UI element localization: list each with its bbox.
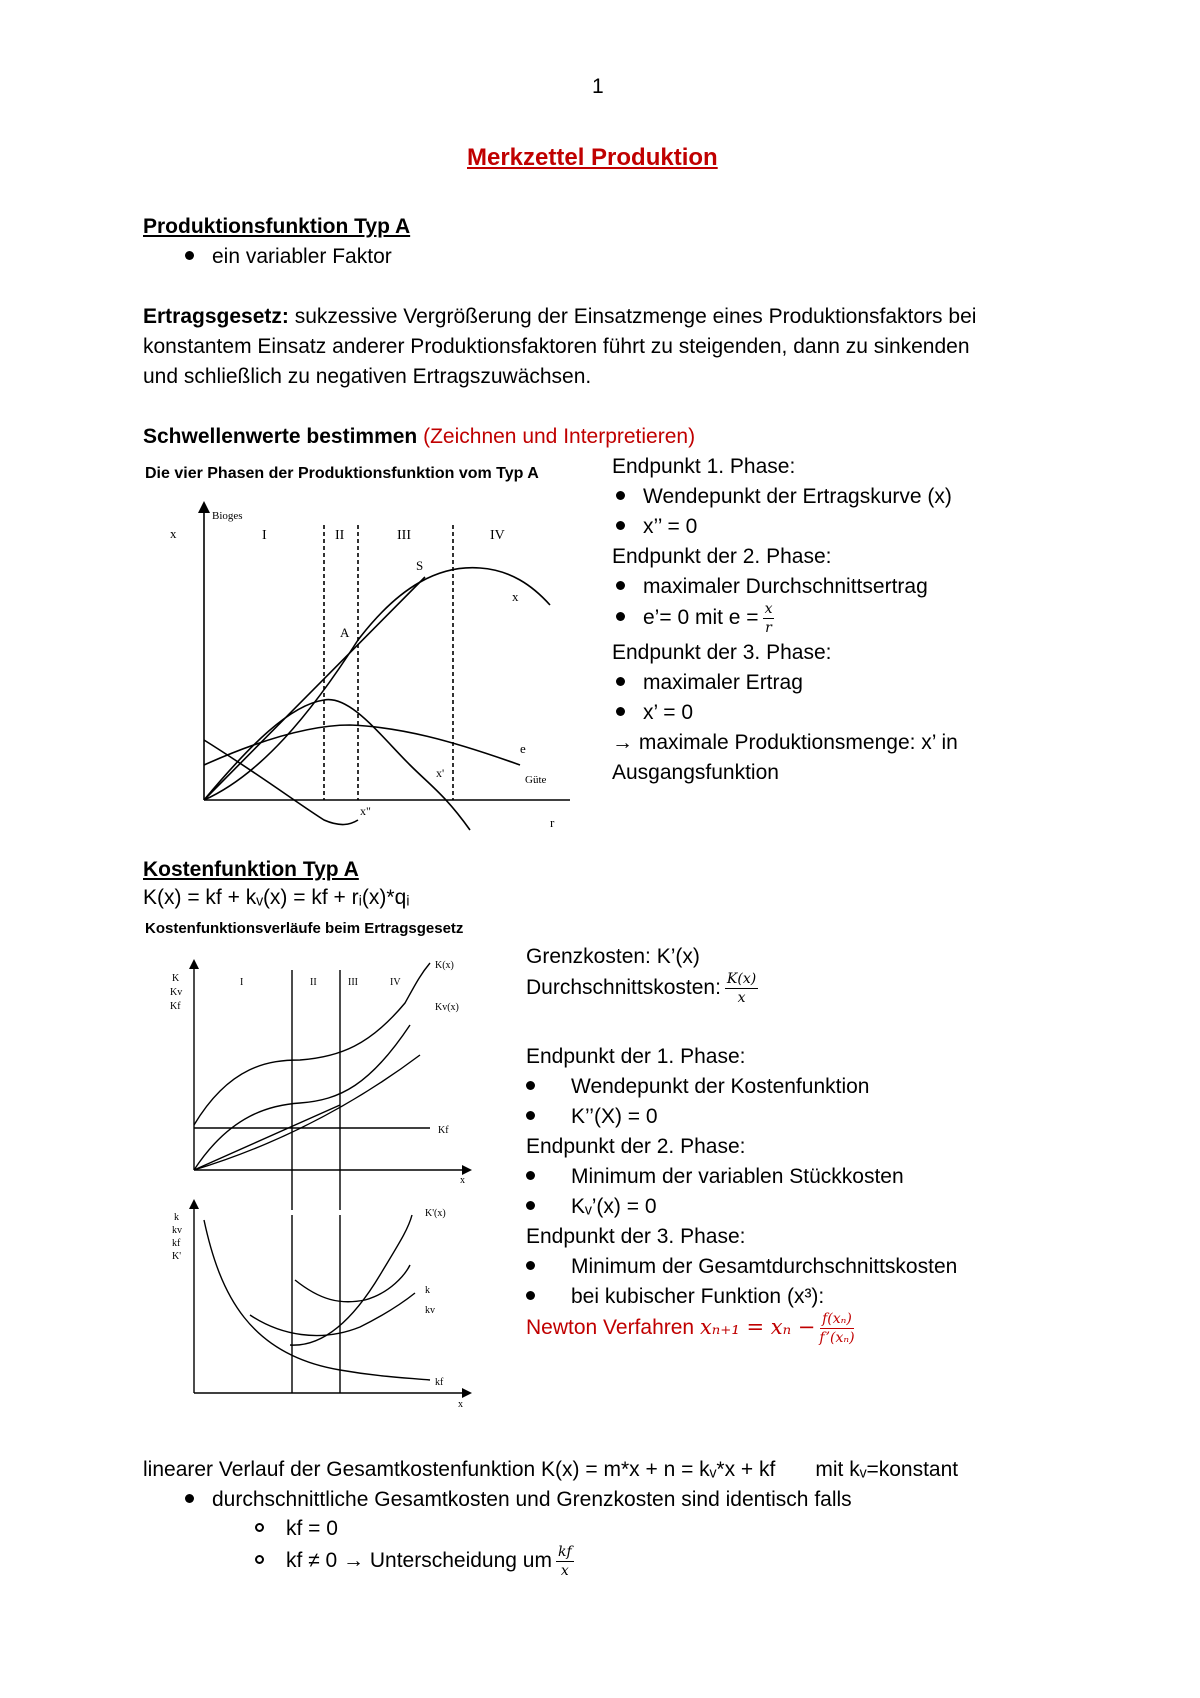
fig2-phase3: III bbox=[348, 977, 358, 988]
figure1-xdd-label: x" bbox=[360, 804, 371, 818]
fig2-b-kx: K'(x) bbox=[425, 1208, 446, 1219]
k-phase3-bullet2 bbox=[526, 1282, 957, 1312]
figure1-ri-label: r bbox=[550, 815, 555, 830]
fraction-durch bbox=[725, 972, 758, 1005]
figure1-phase2: II bbox=[335, 528, 345, 543]
ertragsgesetz-label: Ertragsgesetz: bbox=[143, 305, 289, 328]
fig2-y3: Kf bbox=[170, 1001, 181, 1012]
k-phase1-heading: Endpunkt der 1. Phase: bbox=[526, 1045, 746, 1068]
figure1-ylabel: x bbox=[170, 526, 177, 541]
fig2-b-y4: K' bbox=[172, 1251, 182, 1262]
fig2-b-y2: kv bbox=[172, 1225, 182, 1236]
figure2-bottom-y-arrow bbox=[189, 1199, 199, 1209]
figure1-xprime-label: x' bbox=[436, 766, 445, 780]
fig2-phase2: II bbox=[310, 977, 317, 988]
page-number: 1 bbox=[592, 75, 604, 98]
fraction-e bbox=[763, 602, 775, 635]
fig2-y2: Kv bbox=[170, 987, 183, 998]
k-phase1-bullet2 bbox=[526, 1102, 957, 1132]
fig2-x-label: x bbox=[460, 1175, 465, 1186]
phase3-bullet2 bbox=[612, 698, 958, 728]
page-title: Merkzettel Produktion bbox=[467, 144, 718, 171]
ring-bullet-icon bbox=[255, 1523, 264, 1532]
figure1-a-label: A bbox=[340, 625, 350, 640]
curve-kprime bbox=[290, 1215, 412, 1345]
linear-bullet bbox=[185, 1485, 852, 1515]
bullet-text: Kᵥ’(x) = 0 bbox=[571, 1195, 657, 1218]
fig2-kvx-label: Kv(x) bbox=[435, 1002, 459, 1013]
newton-formula bbox=[526, 1312, 957, 1356]
figure2-title: Kostenfunktionsverläufe beim Ertragsgesetz bbox=[145, 920, 464, 937]
ertragsgesetz-line3: und schließlich zu negativen Ertragszuwächsen. bbox=[143, 365, 592, 388]
bullet-text: x’ = 0 bbox=[643, 701, 693, 724]
curve-kvx bbox=[194, 1025, 410, 1170]
phasen-a-block bbox=[612, 452, 958, 788]
figure1-e-label: e bbox=[520, 741, 526, 756]
bullet-icon bbox=[616, 581, 625, 590]
figure-kostenfunktion bbox=[140, 915, 520, 1435]
bullet-icon bbox=[616, 707, 625, 716]
curve-xprime bbox=[204, 700, 470, 830]
phase2-bullet2 bbox=[612, 602, 958, 638]
linear-sub2 bbox=[255, 1545, 574, 1589]
fig2-kf-label: Kf bbox=[438, 1125, 449, 1136]
bullet-text: maximaler Durchschnittsertrag bbox=[643, 575, 928, 598]
fig2-b-kv: kv bbox=[425, 1305, 435, 1316]
fig2-b-y3: kf bbox=[172, 1238, 181, 1249]
fraction-num: kf bbox=[557, 1544, 572, 1560]
fraction-den: r bbox=[765, 620, 772, 636]
figure2-bottom-x-arrow bbox=[462, 1388, 472, 1398]
linear-sub1 bbox=[255, 1514, 338, 1544]
ertragsgesetz-line1: sukzessive Vergrößerung der Einsatzmenge eines Produktionsfaktors bei bbox=[288, 305, 977, 328]
phase2-bullet1 bbox=[612, 572, 958, 602]
bullet-text: Wendepunkt der Kostenfunktion bbox=[571, 1075, 870, 1098]
k-phase3-heading: Endpunkt der 3. Phase: bbox=[526, 1225, 746, 1248]
phase1-bullet1 bbox=[612, 482, 958, 512]
curve-e bbox=[204, 725, 520, 765]
bullet-text: Minimum der variablen Stückkosten bbox=[571, 1165, 904, 1188]
fig2-b-x: x bbox=[458, 1399, 463, 1410]
phase1-heading: Endpunkt 1. Phase: bbox=[612, 455, 796, 478]
figure1-x-label: x bbox=[512, 589, 519, 604]
k-phase2-bullet2 bbox=[526, 1192, 957, 1222]
fraction-den: x bbox=[737, 990, 746, 1006]
figure1-bioges-label: Bioges bbox=[212, 510, 243, 522]
bullet-text: maximaler Ertrag bbox=[643, 671, 803, 694]
figure1-phase1: I bbox=[262, 528, 267, 543]
bullet-text: Wendepunkt der Ertragskurve (x) bbox=[643, 485, 952, 508]
k-phase1-bullet1 bbox=[526, 1072, 957, 1102]
curve-xdd bbox=[204, 740, 358, 825]
fig2-phase1: I bbox=[240, 977, 244, 988]
fig2-b-kf: kf bbox=[435, 1377, 444, 1388]
sub-bullet-text: kf = 0 bbox=[286, 1517, 338, 1540]
fraction-newton bbox=[819, 1312, 854, 1345]
bullet-text: Minimum der Gesamtdurchschnittskosten bbox=[571, 1255, 958, 1278]
bullet-icon bbox=[526, 1201, 535, 1210]
fig2-y1: K bbox=[172, 973, 180, 984]
phase3-heading: Endpunkt der 3. Phase: bbox=[612, 641, 832, 664]
curve-k bbox=[295, 1265, 410, 1302]
ertragsgesetz-paragraph bbox=[143, 302, 976, 392]
bullet-text: e’= 0 mit e = bbox=[643, 606, 759, 630]
curve-kf-bottom bbox=[204, 1220, 430, 1380]
durchschnittskosten bbox=[526, 972, 957, 1012]
schwellenwerte-note: (Zeichnen und Interpretieren) bbox=[417, 425, 696, 448]
bullet-text: ein variabler Faktor bbox=[212, 245, 392, 268]
k-phase2-bullet1 bbox=[526, 1162, 957, 1192]
figure1-y-arrow bbox=[198, 501, 210, 513]
figure-produktionsfunktion bbox=[140, 455, 610, 845]
phase3-arrow-line: → maximale Produktionsmenge: x’ in bbox=[612, 731, 958, 754]
fraction-num: K(x) bbox=[726, 971, 757, 987]
phase2-heading: Endpunkt der 2. Phase: bbox=[612, 545, 832, 568]
bullet-icon bbox=[526, 1171, 535, 1180]
phase3-bullet1 bbox=[612, 668, 958, 698]
phase1-bullet2 bbox=[612, 512, 958, 542]
kosten-formula: K(x) = kf + kᵥ(x) = kf + rᵢ(x)*qᵢ bbox=[143, 886, 410, 909]
figure2-top-y-arrow bbox=[189, 959, 199, 969]
bullet-icon bbox=[185, 1494, 194, 1503]
figure1-gute-label: Güte bbox=[525, 774, 547, 786]
fig2-kx-label: K(x) bbox=[435, 960, 454, 971]
curve-x bbox=[204, 568, 550, 800]
section-heading-produktion: Produktionsfunktion Typ A bbox=[143, 215, 411, 238]
ertragsgesetz-line2: konstantem Einsatz anderer Produktionsfaktoren führt zu steigenden, dann zu sinkenden bbox=[143, 335, 970, 358]
bullet-icon bbox=[526, 1111, 535, 1120]
bullet-icon bbox=[526, 1261, 535, 1270]
sub-bullet-text: kf ≠ 0 → Unterscheidung um bbox=[286, 1549, 552, 1573]
fig2-phase4: IV bbox=[390, 977, 401, 988]
curve-top-ray bbox=[194, 1105, 340, 1170]
bullet-icon bbox=[185, 251, 194, 260]
schwellenwerte-title: Schwellenwerte bestimmen bbox=[143, 425, 418, 448]
fig2-b-y1: k bbox=[174, 1212, 179, 1223]
bullet-icon bbox=[526, 1081, 535, 1090]
figure1-s-label: S bbox=[416, 558, 424, 573]
schwellenwerte-heading bbox=[143, 422, 695, 452]
linear-formula: linearer Verlauf der Gesamtkostenfunktion K(x) = m*x + n = kᵥ*x + kf bbox=[143, 1458, 776, 1481]
k-phase2-heading: Endpunkt der 2. Phase: bbox=[526, 1135, 746, 1158]
bullet-icon bbox=[616, 612, 625, 621]
bullet-text: bei kubischer Funktion (x³): bbox=[571, 1285, 825, 1308]
figure2-svg bbox=[140, 915, 520, 1435]
linear-line bbox=[143, 1455, 958, 1485]
bullet-icon bbox=[616, 677, 625, 686]
ring-bullet-icon bbox=[255, 1555, 264, 1564]
bullet-text: K’’(X) = 0 bbox=[571, 1105, 658, 1128]
section-heading-kosten: Kostenfunktion Typ A bbox=[143, 858, 359, 881]
phase3-arrow-line2: Ausgangsfunktion bbox=[612, 761, 779, 784]
bullet-text: x’’ = 0 bbox=[643, 515, 698, 538]
newton-lhs: xₙ₊₁ = xₙ − bbox=[699, 1315, 816, 1340]
newton-label: Newton Verfahren bbox=[526, 1316, 695, 1340]
durchschnittskosten-label: Durchschnittskosten: bbox=[526, 976, 721, 1000]
k-phase3-bullet1 bbox=[526, 1252, 957, 1282]
fraction-kf bbox=[556, 1545, 574, 1578]
fraction-num: x bbox=[764, 601, 773, 617]
fraction-num: f(xₙ) bbox=[822, 1311, 852, 1327]
figure1-svg bbox=[140, 455, 610, 845]
curve-top-helper bbox=[194, 1055, 420, 1170]
figure1-phase3: III bbox=[397, 528, 411, 543]
bullet-icon bbox=[616, 521, 625, 530]
grenzkosten: Grenzkosten: K’(x) bbox=[526, 945, 700, 968]
phasen-k-block bbox=[526, 942, 957, 1356]
figure2-top-x-arrow bbox=[462, 1165, 472, 1175]
figure1-phase4: IV bbox=[490, 528, 505, 543]
bullet-icon bbox=[616, 491, 625, 500]
linear-mit: mit kᵥ=konstant bbox=[815, 1458, 959, 1481]
line-s bbox=[204, 577, 425, 800]
bullet-item bbox=[185, 242, 392, 272]
fraction-den: x bbox=[560, 1563, 569, 1579]
figure1-title: Die vier Phasen der Produktionsfunktion vom Typ A bbox=[145, 465, 539, 482]
fraction-den: f’(xₙ) bbox=[819, 1330, 855, 1346]
bullet-text: durchschnittliche Gesamtkosten und Grenzkosten sind identisch falls bbox=[212, 1488, 852, 1511]
fig2-b-k: k bbox=[425, 1285, 430, 1296]
bullet-icon bbox=[526, 1291, 535, 1300]
